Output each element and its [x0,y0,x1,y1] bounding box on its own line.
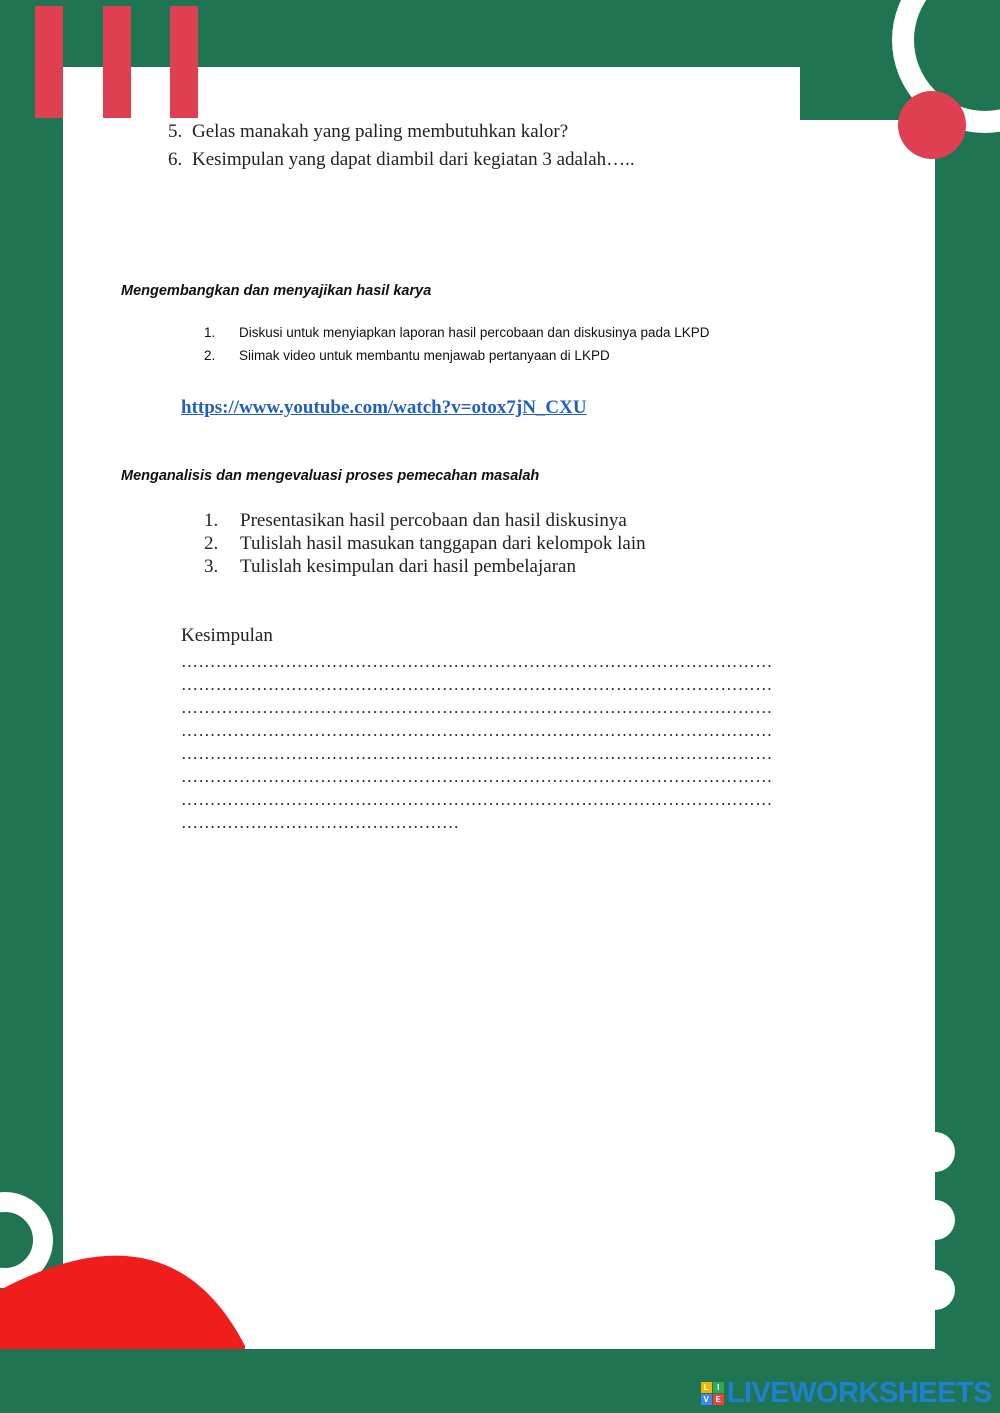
list-item [204,510,627,532]
list-number: 2. [204,533,219,554]
question-6 [168,149,635,171]
list-text: Tulislah hasil masukan tanggapan dari kelompok lain [240,533,646,554]
question-5 [168,121,568,143]
liveworksheets-wordmark: LIVEWORKSHEETS [726,1377,992,1409]
list-number: 1. [204,510,219,531]
question-text: Gelas manakah yang paling membutuhkan kalor? [192,121,569,142]
red-bar-1 [35,6,63,118]
list-text: Diskusi untuk menyiapkan laporan hasil percobaan dan diskusinya pada LKPD [239,325,710,340]
conclusion-title: Kesimpulan [181,625,273,646]
question-number: 5. [168,121,183,142]
conclusion-answer-line[interactable]: ………………………………………………………………………………………… [181,721,773,740]
logo-tile: L [701,1382,712,1393]
list-number: 1. [204,325,216,340]
section-heading-analyze: Menganalisis dan mengevaluasi proses pemecahan masalah [121,468,540,484]
right-bump-2 [915,1200,955,1240]
liveworksheets-brand[interactable] [701,1377,992,1410]
red-bar-2 [103,6,131,118]
right-bump-3 [915,1270,955,1310]
list-text: Presentasikan hasil percobaan dan hasil diskusinya [240,510,627,531]
question-text: Kesimpulan yang dapat diambil dari kegiatan 3 adalah….. [192,149,635,170]
list-item [204,325,710,340]
conclusion-answer-line[interactable]: ………………………………………… [181,813,460,832]
conclusion-answer-line[interactable]: ………………………………………………………………………………………… [181,652,773,671]
conclusion-answer-line[interactable]: ………………………………………………………………………………………… [181,767,773,786]
list-item [204,533,646,555]
conclusion-answer-line[interactable]: ………………………………………………………………………………………… [181,744,773,763]
conclusion-answer-line[interactable]: ………………………………………………………………………………………… [181,698,773,717]
liveworksheets-logo-icon [701,1382,724,1405]
list-item [204,556,576,578]
bottom-left-ring [0,1202,43,1278]
logo-tile: I [713,1382,724,1393]
youtube-link[interactable]: https://www.youtube.com/watch?v=otox7jN_CXU [181,397,587,418]
list-text: Tulislah kesimpulan dari hasil pembelajaran [240,556,576,577]
logo-tile: E [713,1394,724,1405]
top-right-red-circle [898,91,966,159]
right-bump-1 [915,1132,955,1172]
conclusion-answer-line[interactable]: ………………………………………………………………………………………… [181,675,773,694]
list-text: Siimak video untuk membantu menjawab pertanyaan di LKPD [239,348,610,363]
list-item [204,348,610,363]
conclusion-answer-line[interactable]: ………………………………………………………………………………………… [181,790,773,809]
list-number: 2. [204,348,216,363]
logo-tile: V [701,1394,712,1405]
red-bar-3 [170,6,198,118]
list-number: 3. [204,556,219,577]
question-number: 6. [168,149,183,170]
section-heading-develop: Mengembangkan dan menyajikan hasil karya [121,283,432,299]
